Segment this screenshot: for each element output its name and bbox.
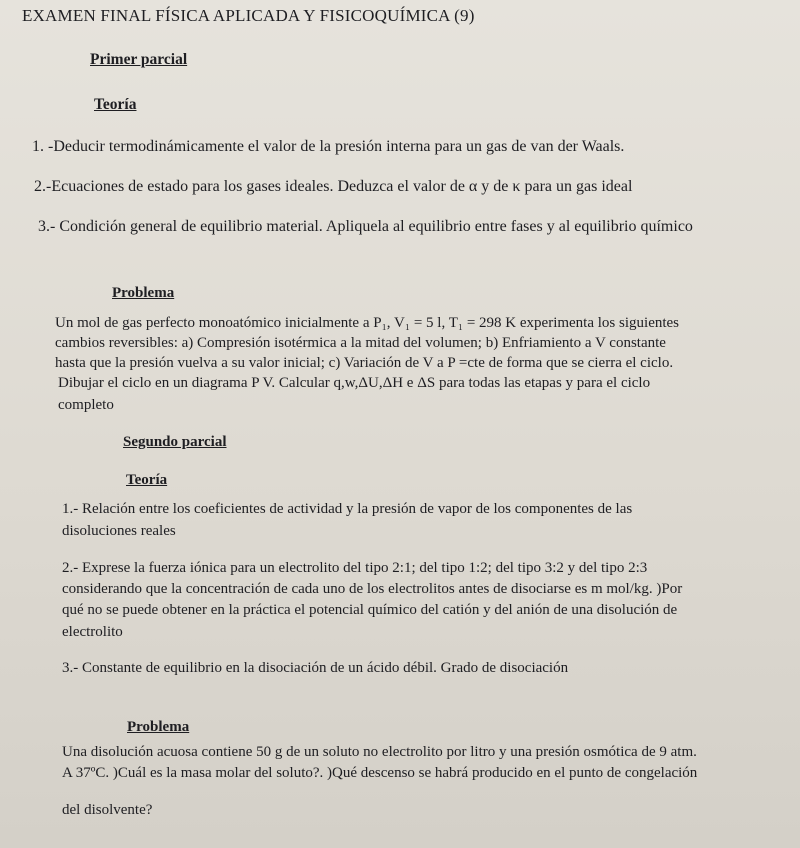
first-problem-line: Dibujar el ciclo en un diagrama P V. Calcular q,w,ΔU,ΔH e ΔS para todas las etapas y para el ciclo — [58, 375, 651, 391]
first-partial-heading: Primer parcial — [90, 51, 188, 68]
second-problem-heading: Problema — [127, 719, 190, 735]
second-partial-heading: Segundo parcial — [123, 434, 227, 450]
second-q2-line: 2.- Exprese la fuerza iónica para un electrolito del tipo 2:1; del tipo 1:2; del tipo 3:2 y del tipo 2:3 — [62, 560, 648, 576]
first-q3: 3.- Condición general de equilibrio material. Apliquela al equilibrio entre fases y al equilibrio químico — [38, 218, 693, 235]
second-problem-line: del disolvente? — [62, 802, 153, 818]
second-q1-line: 1.- Relación entre los coeficientes de actividad y la presión de vapor de los componentes de las — [62, 501, 633, 517]
first-problem-line: Un mol de gas perfecto monoatómico inicialmente a P₁, V₁ = 5 l, T₁ = 298 K experimenta los siguientes — [55, 315, 680, 331]
first-theory-heading: Teoría — [94, 96, 137, 113]
second-q1-line: disoluciones reales — [62, 523, 176, 539]
first-problem-heading: Problema — [112, 285, 175, 301]
second-problem-line: Una disolución acuosa contiene 50 g de un soluto no electrolito por litro y una presión osmótica de 9 atm. — [62, 744, 697, 760]
second-problem-line: A 37ºC. )Cuál es la masa molar del soluto?. )Qué descenso se habrá producido en el punto de congelación — [62, 765, 698, 781]
second-q2-line: considerando que la concentración de cada uno de los electrolitos antes de disociarse es m mol/kg. )Por — [62, 581, 683, 597]
exam-title: EXAMEN FINAL FÍSICA APLICADA Y FISICOQUÍMICA (9) — [22, 6, 475, 25]
second-q2-line: electrolito — [62, 624, 123, 640]
second-q2-line: qué no se puede obtener en la práctica el potencial químico del catión y del anión de una disolución de — [62, 602, 678, 618]
second-theory-heading: Teoría — [126, 472, 168, 488]
first-q2: 2.-Ecuaciones de estado para los gases ideales. Deduzca el valor de α y de κ para un gas ideal — [34, 178, 633, 195]
first-problem-line: hasta que la presión vuelva a su valor inicial; c) Variación de V a P =cte de forma que se cierra el ciclo. — [55, 355, 674, 371]
first-q1: 1. -Deducir termodinámicamente el valor de la presión interna para un gas de van der Waals. — [32, 138, 625, 155]
first-problem-line: completo — [58, 397, 114, 413]
second-q3: 3.- Constante de equilibrio en la disociación de un ácido débil. Grado de disociación — [62, 660, 569, 676]
first-problem-line: cambios reversibles: a) Compresión isotérmica a la mitad del volumen; b) Enfriamiento a V constante — [55, 335, 666, 351]
